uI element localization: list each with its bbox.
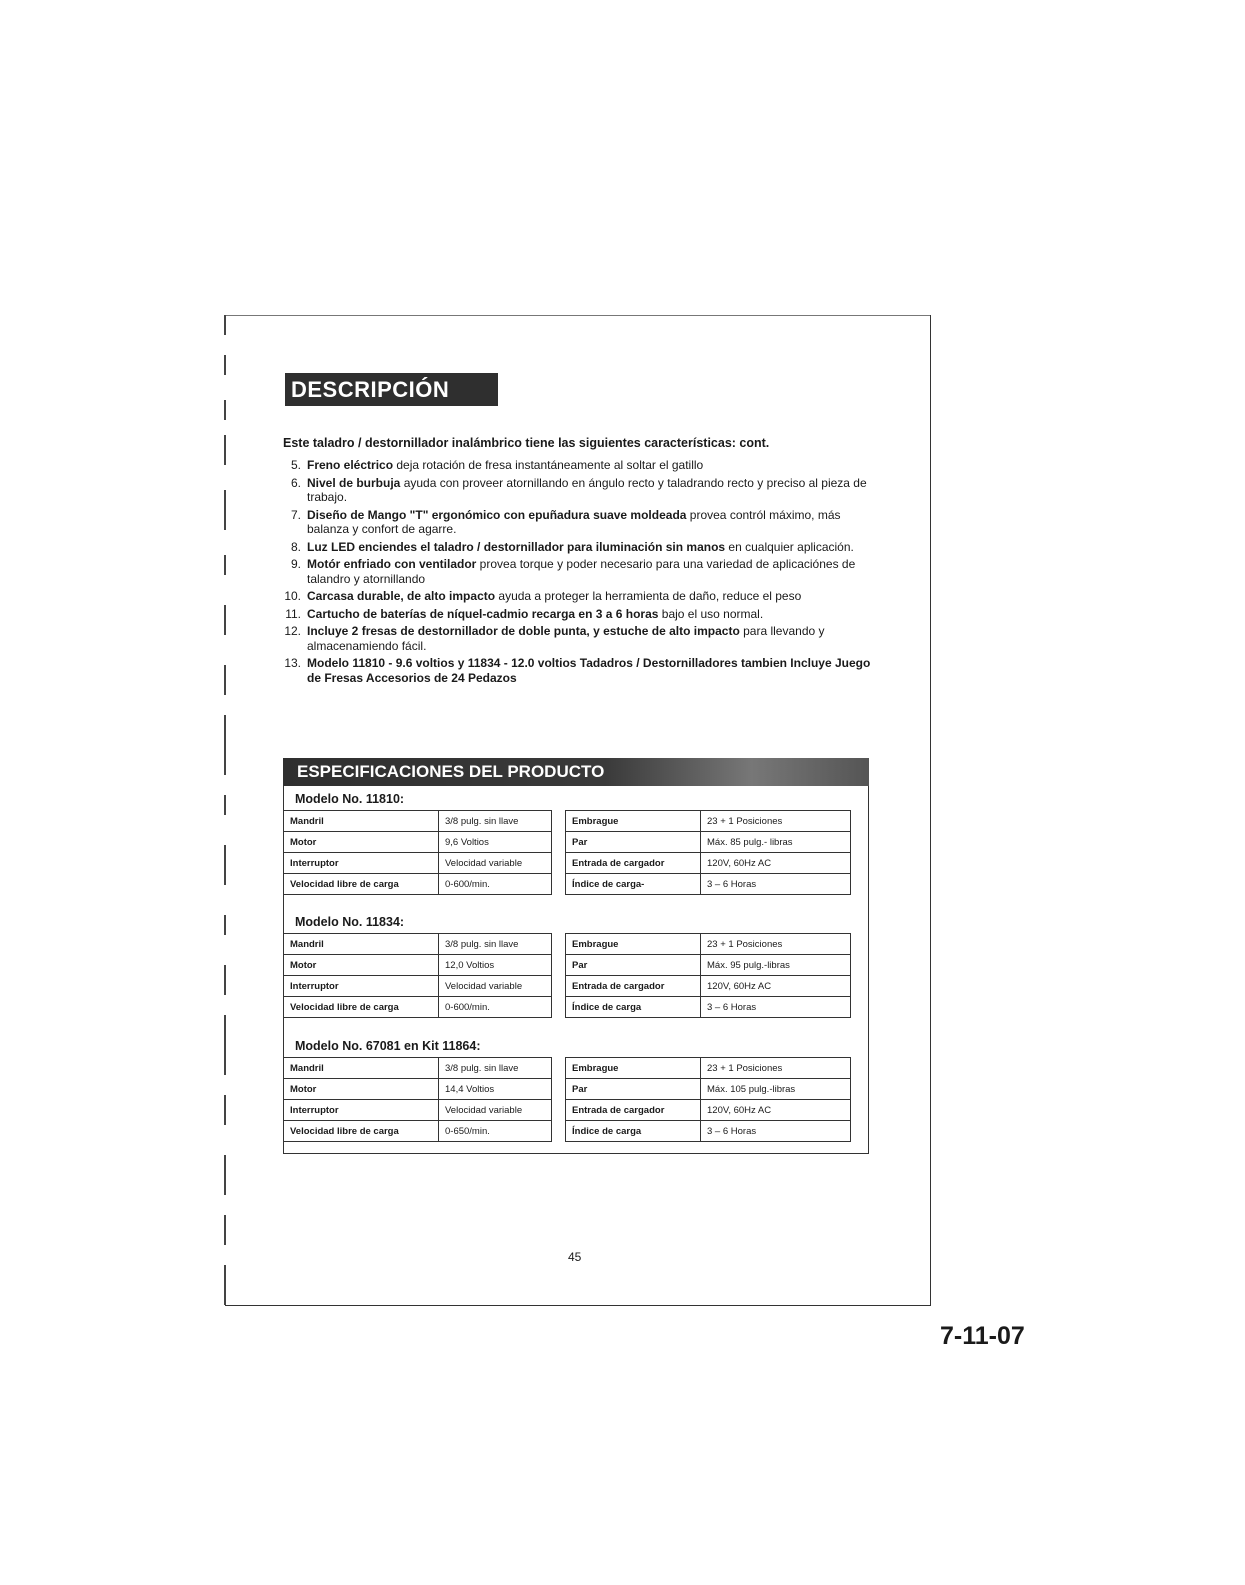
spec-value: 0-650/min. xyxy=(439,1121,552,1142)
spec-row xyxy=(566,811,851,832)
feature-title: Nivel de burbuja xyxy=(307,475,401,490)
spec-key: Embrague xyxy=(566,1058,701,1079)
spec-key: Interruptor xyxy=(284,976,439,997)
spec-key: Embrague xyxy=(566,811,701,832)
spec-value: 9,6 Voltios xyxy=(439,832,552,853)
spec-row xyxy=(566,934,851,955)
feature-description: deja rotación de fresa instantáneamente al soltar el gatillo xyxy=(393,458,704,472)
spec-key: Velocidad libre de carga xyxy=(284,1121,439,1142)
feature-title: Motór enfriado con ventilador xyxy=(307,557,477,571)
spec-value: 3/8 pulg. sin llave xyxy=(439,1058,552,1079)
spec-value: 3 – 6 Horas xyxy=(701,1121,851,1142)
feature-item xyxy=(283,557,883,586)
spec-row xyxy=(566,1058,851,1079)
spec-row xyxy=(284,955,552,976)
date-stamp: 7-11-07 xyxy=(940,1322,1025,1350)
feature-number: 13. xyxy=(284,656,301,670)
feature-number: 5. xyxy=(290,458,301,472)
spec-row xyxy=(284,874,552,895)
feature-description: ayuda con proveer atornillando en ángulo recto y taladrando recto y preciso al pieza de trabajo. xyxy=(307,475,867,504)
spec-key: Mandril xyxy=(284,934,439,955)
feature-number: 7. xyxy=(290,507,301,522)
spec-value: 23 + 1 Posiciones xyxy=(701,934,851,955)
spec-key: Entrada de cargador xyxy=(566,853,701,874)
spec-value: 23 + 1 Posiciones xyxy=(701,811,851,832)
model-label: Modelo No. 67081 en Kit 11864: xyxy=(295,1039,481,1053)
spec-key: Velocidad libre de carga xyxy=(284,874,439,895)
spec-row xyxy=(284,976,552,997)
spec-row xyxy=(566,976,851,997)
feature-description: provea contról máximo, más balanza y confort de agarre. xyxy=(307,507,841,536)
spec-row xyxy=(566,853,851,874)
spec-row xyxy=(566,832,851,853)
spec-value: Velocidad variable xyxy=(439,1100,552,1121)
spec-value: Máx. 105 pulg.-libras xyxy=(701,1079,851,1100)
feature-item xyxy=(283,540,883,555)
spec-row xyxy=(566,1121,851,1142)
page-number: 45 xyxy=(568,1250,582,1264)
spec-table-left xyxy=(283,1057,552,1142)
spec-key: Par xyxy=(566,832,701,853)
feature-number: 10. xyxy=(284,589,301,603)
left-margin-marks xyxy=(224,315,227,1305)
spec-value: Velocidad variable xyxy=(439,853,552,874)
spec-key: Interruptor xyxy=(284,1100,439,1121)
feature-number: 11. xyxy=(285,606,301,621)
spec-row xyxy=(284,853,552,874)
feature-description: para llevando y almacenamiendo fácil. xyxy=(307,624,825,653)
spec-table-left xyxy=(283,810,552,895)
spec-row xyxy=(284,1058,552,1079)
spec-table-left xyxy=(283,933,552,1018)
spec-key: Interruptor xyxy=(284,853,439,874)
spec-row xyxy=(284,811,552,832)
spec-key: Velocidad libre de carga xyxy=(284,997,439,1018)
feature-description: en cualquier aplicación. xyxy=(725,539,854,554)
spec-row xyxy=(284,1079,552,1100)
feature-item xyxy=(283,656,883,685)
spec-value: Máx. 85 pulg.- libras xyxy=(701,832,851,853)
feature-list xyxy=(283,458,883,688)
feature-title: Diseño de Mango "T" ergonómico con epuñadura suave moldeada xyxy=(307,507,687,522)
feature-title: Modelo 11810 - 9.6 voltios y 11834 - 12.0 voltios Tadadros / Destornilladores tambien Incluye Juego de Fresas Accesorios de 24 Pedazos xyxy=(307,656,871,685)
spec-table-right xyxy=(565,810,851,895)
spec-row xyxy=(566,874,851,895)
section-heading-especificaciones: ESPECIFICACIONES DEL PRODUCTO xyxy=(283,758,869,786)
feature-description: ayuda a proteger la herramienta de daño, reduce el peso xyxy=(495,589,802,603)
spec-table-right xyxy=(565,933,851,1018)
spec-table-right xyxy=(565,1057,851,1142)
feature-title: Luz LED enciendes el taladro / destornillador para iluminación sin manos xyxy=(307,539,726,554)
spec-key: Par xyxy=(566,1079,701,1100)
spec-row xyxy=(284,934,552,955)
spec-value: 14,4 Voltios xyxy=(439,1079,552,1100)
spec-value: 3 – 6 Horas xyxy=(701,997,851,1018)
spec-key: Índice de carga xyxy=(566,1121,701,1142)
feature-item xyxy=(283,508,883,537)
feature-title: Freno eléctrico xyxy=(307,458,394,472)
spec-value: 0-600/min. xyxy=(439,874,552,895)
spec-value: 0-600/min. xyxy=(439,997,552,1018)
feature-item xyxy=(283,476,883,505)
feature-number: 9. xyxy=(290,557,301,571)
spec-row xyxy=(284,1121,552,1142)
spec-row xyxy=(284,1100,552,1121)
spec-key: Entrada de cargador xyxy=(566,1100,701,1121)
feature-title: Cartucho de baterías de níquel-cadmio recarga en 3 a 6 horas xyxy=(307,606,659,621)
spec-key: Par xyxy=(566,955,701,976)
feature-item xyxy=(283,624,883,653)
spec-key: Mandril xyxy=(284,1058,439,1079)
feature-number: 12. xyxy=(284,624,301,638)
spec-key: Índice de carga- xyxy=(566,874,701,895)
model-label: Modelo No. 11810: xyxy=(295,792,405,806)
model-label: Modelo No. 11834: xyxy=(295,915,405,929)
feature-item xyxy=(283,589,883,604)
spec-value: 3/8 pulg. sin llave xyxy=(439,934,552,955)
feature-title: Carcasa durable, de alto impacto xyxy=(307,589,496,603)
spec-value: Máx. 95 pulg.-libras xyxy=(701,955,851,976)
feature-number: 6. xyxy=(290,475,301,490)
spec-row xyxy=(284,832,552,853)
spec-row xyxy=(284,997,552,1018)
feature-number: 8. xyxy=(290,539,301,554)
intro-text: Este taladro / destornillador inalámbrico tiene las siguientes características: cont. xyxy=(283,436,770,450)
spec-key: Entrada de cargador xyxy=(566,976,701,997)
spec-key: Motor xyxy=(284,832,439,853)
spec-key: Mandril xyxy=(284,811,439,832)
feature-description: provea torque y poder necesario para una variedad de aplicaciónes de talandro y atornillando xyxy=(307,557,856,586)
spec-key: Embrague xyxy=(566,934,701,955)
feature-title: Incluye 2 fresas de destornillador de doble punta, y estuche de alto impacto xyxy=(307,624,740,638)
section-heading-descripcion: DESCRIPCIÓN cont. xyxy=(285,373,498,406)
spec-row xyxy=(566,1079,851,1100)
spec-value: 120V, 60Hz AC xyxy=(701,853,851,874)
feature-description: bajo el uso normal. xyxy=(658,606,764,621)
spec-value: Velocidad variable xyxy=(439,976,552,997)
spec-value: 120V, 60Hz AC xyxy=(701,1100,851,1121)
spec-row xyxy=(566,1100,851,1121)
feature-item xyxy=(283,607,883,622)
frame-top-rule xyxy=(225,315,930,316)
spec-value: 3 – 6 Horas xyxy=(701,874,851,895)
feature-item xyxy=(283,458,883,473)
spec-value: 12,0 Voltios xyxy=(439,955,552,976)
spec-key: Motor xyxy=(284,955,439,976)
spec-key: Motor xyxy=(284,1079,439,1100)
spec-row xyxy=(566,955,851,976)
spec-value: 120V, 60Hz AC xyxy=(701,976,851,997)
spec-value: 3/8 pulg. sin llave xyxy=(439,811,552,832)
spec-row xyxy=(566,997,851,1018)
spec-value: 23 + 1 Posiciones xyxy=(701,1058,851,1079)
spec-key: Índice de carga xyxy=(566,997,701,1018)
